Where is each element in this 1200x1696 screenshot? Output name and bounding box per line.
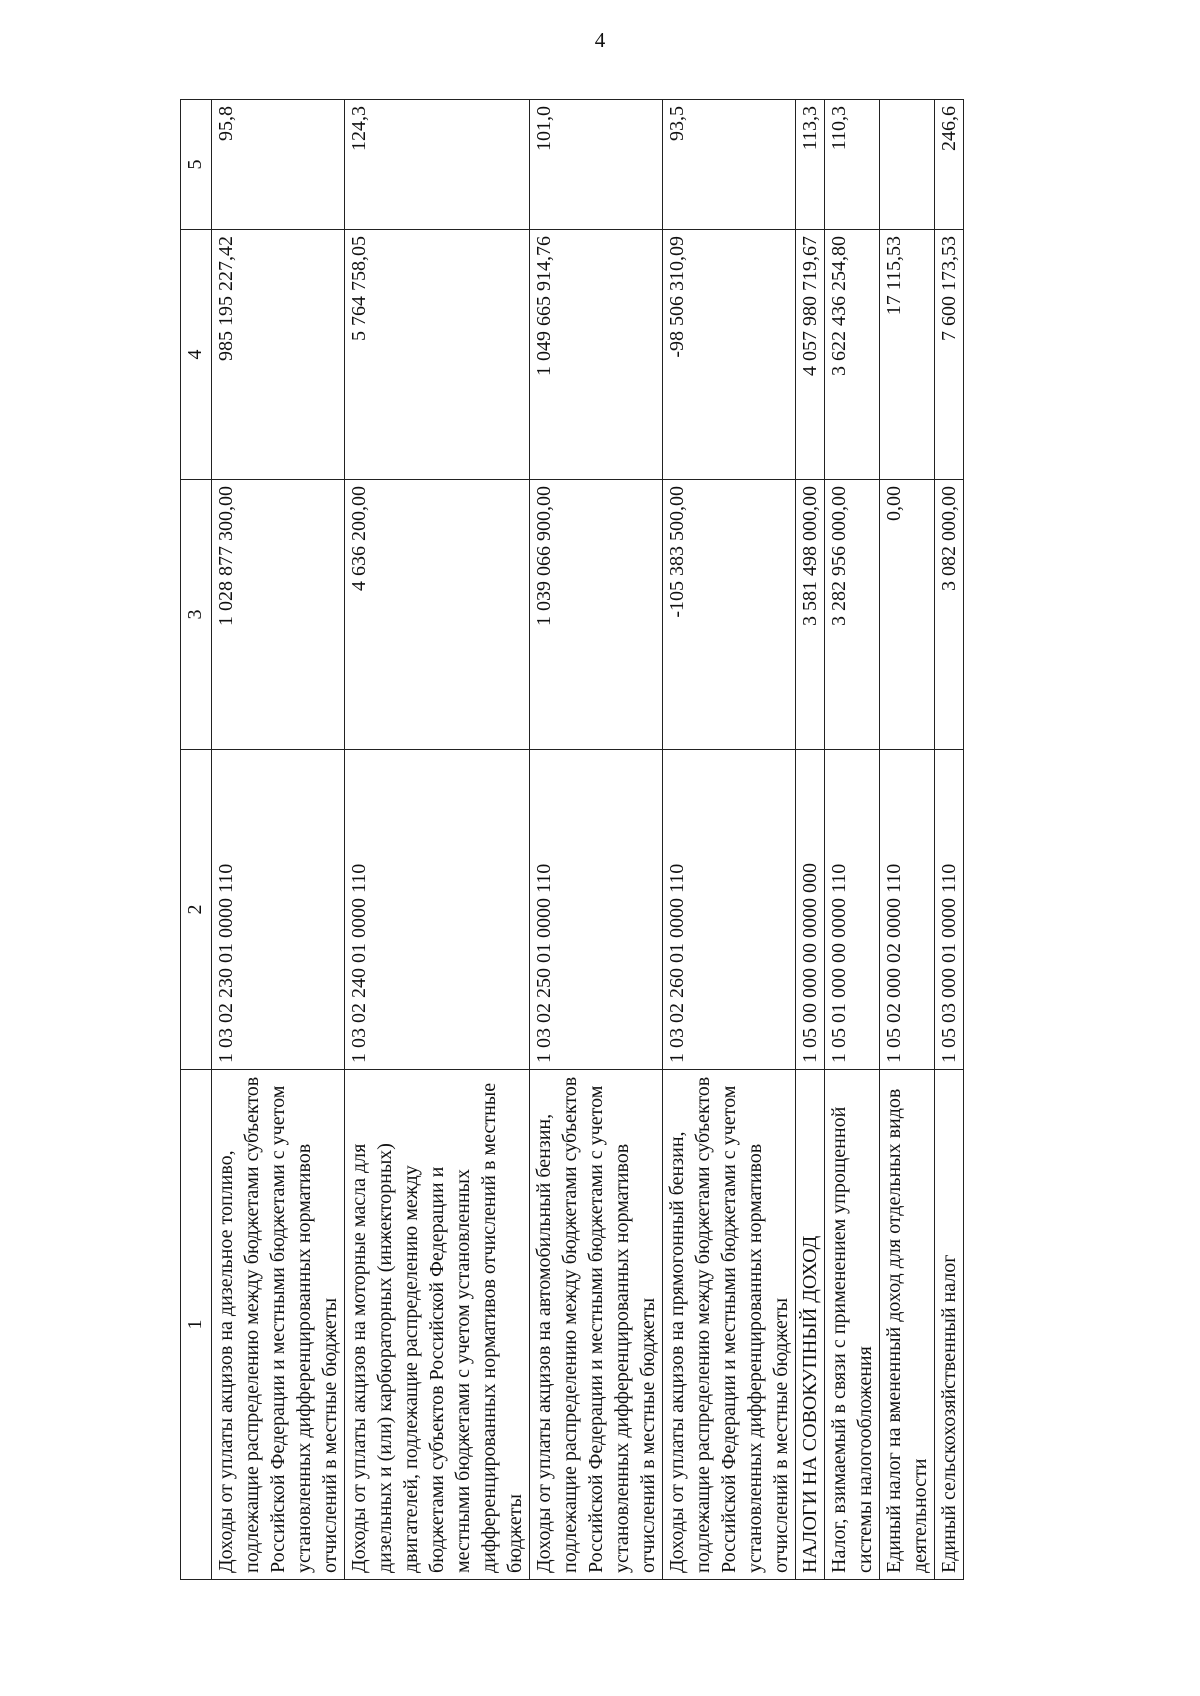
row-percent: 101,0 xyxy=(530,100,663,230)
revenue-table xyxy=(180,99,964,1580)
page-number: 4 xyxy=(594,28,606,52)
row-name: НАЛОГИ НА СОВОКУПНЫЙ ДОХОД xyxy=(796,1070,825,1580)
table-row xyxy=(825,100,880,1580)
table-row xyxy=(663,100,796,1580)
header-col-2: 2 xyxy=(181,750,212,1070)
row-fact: 4 057 980 719,67 xyxy=(796,230,825,480)
row-percent: 113,3 xyxy=(796,100,825,230)
row-name: Доходы от уплаты акцизов на автомобильный бензин, подлежащие распределению между бюджетами субъектов Российской Федерации и местными бюджетами с учетом установленных дифференцированных нормативов отчислений в местные бюджеты xyxy=(530,1070,663,1580)
row-code: 1 03 02 230 01 0000 110 xyxy=(212,750,345,1070)
row-name: Доходы от уплаты акцизов на прямогонный бензин, подлежащие распределению между бюджетами субъектов Российской Федерации и местными бюджетами с учетом установленных дифференцированных нормативов отчислений в местные бюджеты xyxy=(663,1070,796,1580)
header-col-5: 5 xyxy=(181,100,212,230)
header-col-4: 4 xyxy=(181,230,212,480)
row-plan: 3 082 000,00 xyxy=(935,480,964,750)
row-code: 1 05 00 000 00 0000 000 xyxy=(796,750,825,1070)
row-fact: 985 195 227,42 xyxy=(212,230,345,480)
header-row xyxy=(181,100,212,1580)
row-fact: -98 506 310,09 xyxy=(663,230,796,480)
row-plan: -105 383 500,00 xyxy=(663,480,796,750)
row-plan: 3 581 498 000,00 xyxy=(796,480,825,750)
row-fact: 5 764 758,05 xyxy=(345,230,530,480)
row-plan: 3 282 956 000,00 xyxy=(825,480,880,750)
header-col-1: 1 xyxy=(181,1070,212,1580)
row-plan: 1 028 877 300,00 xyxy=(212,480,345,750)
row-code: 1 05 02 000 02 0000 110 xyxy=(880,750,935,1070)
header-col-3: 3 xyxy=(181,480,212,750)
row-percent: 246,6 xyxy=(935,100,964,230)
row-fact: 3 622 436 254,80 xyxy=(825,230,880,480)
row-fact: 17 115,53 xyxy=(880,230,935,480)
row-name: Единый налог на вмененный доход для отдельных видов деятельности xyxy=(880,1070,935,1580)
row-percent xyxy=(880,100,935,230)
row-percent: 95,8 xyxy=(212,100,345,230)
row-name: Единый сельскохозяйственный налог xyxy=(935,1070,964,1580)
row-fact: 7 600 173,53 xyxy=(935,230,964,480)
table-row xyxy=(212,100,345,1580)
table-row xyxy=(880,100,935,1580)
rotated-table-container xyxy=(180,100,1080,1580)
row-code: 1 05 01 000 00 0000 110 xyxy=(825,750,880,1070)
row-code: 1 03 02 260 01 0000 110 xyxy=(663,750,796,1070)
row-name: Доходы от уплаты акцизов на моторные масла для дизельных и (или) карбюраторных (инжекторных) двигателей, подлежащие распределению между бюджетами субъектов Российской Федерации и местными бюджетами с учетом установленных дифференцированных нормативов отчислений в местные бюджеты xyxy=(345,1070,530,1580)
row-percent: 93,5 xyxy=(663,100,796,230)
row-name: Налог, взимаемый в связи с применением упрощенной системы налогообложения xyxy=(825,1070,880,1580)
row-plan: 1 039 066 900,00 xyxy=(530,480,663,750)
table-row xyxy=(935,100,964,1580)
table-row xyxy=(796,100,825,1580)
row-code: 1 05 03 000 01 0000 110 xyxy=(935,750,964,1070)
row-plan: 4 636 200,00 xyxy=(345,480,530,750)
row-fact: 1 049 665 914,76 xyxy=(530,230,663,480)
row-name: Доходы от уплаты акцизов на дизельное топливо, подлежащие распределению между бюджетами субъектов Российской Федерации и местными бюджетами с учетом установленных дифференцированных нормативов отчислений в местные бюджеты xyxy=(212,1070,345,1580)
row-code: 1 03 02 250 01 0000 110 xyxy=(530,750,663,1070)
row-plan: 0,00 xyxy=(880,480,935,750)
table-row xyxy=(345,100,530,1580)
table-row xyxy=(530,100,663,1580)
row-percent: 124,3 xyxy=(345,100,530,230)
row-percent: 110,3 xyxy=(825,100,880,230)
row-code: 1 03 02 240 01 0000 110 xyxy=(345,750,530,1070)
